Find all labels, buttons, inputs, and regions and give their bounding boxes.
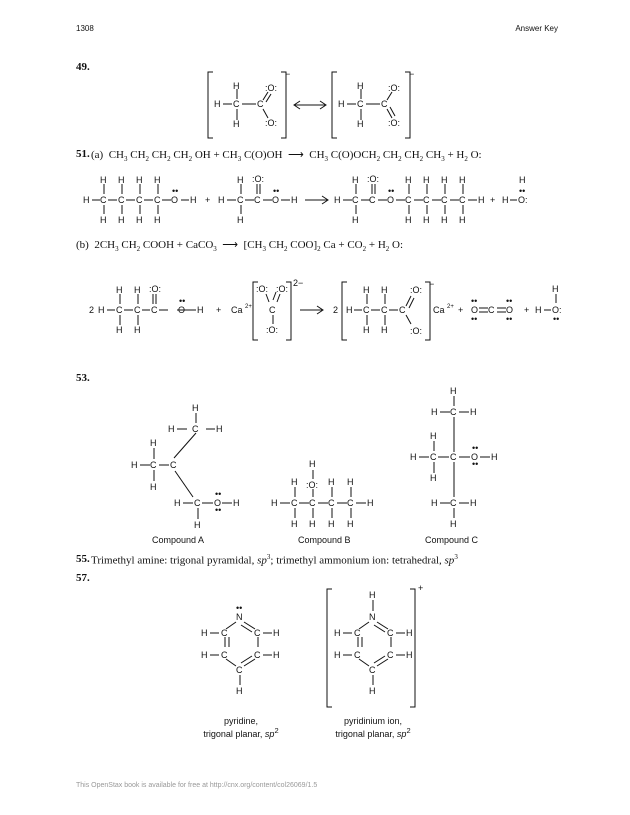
svg-text:C: C	[423, 195, 430, 205]
svg-text:+: +	[458, 305, 464, 315]
svg-text::O:: :O:	[265, 83, 278, 93]
svg-text:H: H	[430, 473, 437, 483]
svg-text:+: +	[490, 195, 496, 205]
svg-text:C: C	[387, 650, 394, 660]
svg-text:H: H	[470, 498, 477, 508]
svg-text:H: H	[441, 215, 448, 225]
svg-text:H: H	[190, 195, 197, 205]
problem-53-number: 53.	[76, 372, 90, 384]
svg-text:2: 2	[333, 305, 339, 315]
svg-text:C: C	[450, 498, 457, 508]
svg-text:H: H	[381, 325, 388, 335]
svg-text:H: H	[334, 650, 341, 660]
svg-text:H: H	[237, 175, 244, 185]
svg-text:H: H	[83, 195, 90, 205]
svg-text:••: ••	[388, 186, 395, 196]
svg-text:C: C	[221, 628, 228, 638]
svg-text:C: C	[488, 305, 495, 315]
svg-text:2: 2	[89, 305, 95, 315]
svg-text:••: ••	[553, 314, 560, 324]
problem-51a-structures	[0, 170, 630, 230]
svg-text:H: H	[201, 650, 208, 660]
svg-text:H: H	[552, 284, 559, 294]
svg-text:••: ••	[471, 314, 478, 324]
svg-text:H: H	[118, 215, 125, 225]
svg-text:H: H	[168, 424, 175, 434]
svg-text::O:: :O:	[266, 325, 279, 335]
svg-text:H: H	[363, 285, 370, 295]
svg-text:C: C	[221, 650, 228, 660]
svg-text:+: +	[418, 585, 424, 593]
svg-text:H: H	[334, 628, 341, 638]
svg-text:H: H	[273, 650, 280, 660]
compound-b-label: Compound B	[298, 535, 351, 545]
svg-text:H: H	[271, 498, 278, 508]
svg-text:C: C	[430, 452, 437, 462]
svg-text:C: C	[354, 628, 361, 638]
svg-text:H: H	[441, 175, 448, 185]
svg-text:H: H	[116, 325, 123, 335]
svg-text:C: C	[100, 195, 107, 205]
svg-text:H: H	[136, 215, 143, 225]
svg-text:H: H	[405, 215, 412, 225]
svg-text:H: H	[194, 520, 201, 530]
svg-text:H: H	[154, 215, 161, 225]
problem-55-number: 55.	[76, 553, 90, 565]
svg-text:H: H	[192, 403, 199, 413]
svg-text:C: C	[291, 498, 298, 508]
svg-text:C: C	[192, 424, 199, 434]
svg-text:H: H	[100, 175, 107, 185]
svg-text:H: H	[328, 519, 335, 529]
problem-57-number: 57.	[76, 572, 90, 584]
svg-text:C: C	[381, 305, 388, 315]
svg-text:H: H	[237, 215, 244, 225]
svg-text:C: C	[118, 195, 125, 205]
svg-text:H: H	[410, 452, 417, 462]
svg-text:C: C	[369, 195, 376, 205]
problem-51a-equation: (a) $CH_3$ $CH_2$ $CH_2$ $CH_2$ OH + $CH_3$ C(O)OH ⟶ $CH_3$ $C(O)OCH_2$ $CH_2$ $CH_2$ $CH_3 + H_2$ O:	[91, 149, 482, 164]
svg-text:H: H	[150, 482, 157, 492]
svg-text:H: H	[233, 498, 240, 508]
svg-text:H: H	[381, 285, 388, 295]
svg-text:H: H	[291, 195, 298, 205]
svg-text:H: H	[214, 99, 221, 109]
svg-text:H: H	[369, 686, 376, 696]
svg-text:Ca: Ca	[231, 305, 243, 315]
svg-text:H: H	[459, 215, 466, 225]
svg-text:−: −	[409, 69, 415, 79]
svg-text:C: C	[134, 305, 141, 315]
svg-text:H: H	[347, 477, 354, 487]
svg-text:H: H	[328, 477, 335, 487]
compound-a-label: Compound A	[152, 535, 205, 545]
svg-text:H: H	[450, 519, 457, 529]
svg-text:••: ••	[215, 505, 222, 515]
svg-text:H: H	[357, 119, 364, 129]
svg-text:C: C	[450, 407, 457, 417]
svg-text:••: ••	[471, 296, 478, 306]
svg-text:C: C	[154, 195, 161, 205]
svg-text:H: H	[430, 431, 437, 441]
svg-text::O:: :O:	[388, 83, 401, 93]
svg-text:H: H	[431, 407, 438, 417]
svg-text::O:: :O:	[265, 118, 278, 128]
svg-text:N: N	[369, 612, 376, 622]
svg-text:••: ••	[506, 296, 513, 306]
svg-text::O:: :O:	[388, 118, 401, 128]
svg-text::O:: :O:	[410, 326, 423, 336]
svg-text:C: C	[233, 99, 240, 109]
svg-text::O:: :O:	[252, 174, 265, 184]
svg-text:H: H	[291, 477, 298, 487]
svg-text:••: ••	[506, 314, 513, 324]
svg-text:H: H	[431, 498, 438, 508]
svg-text:H: H	[459, 175, 466, 185]
svg-text:H: H	[134, 325, 141, 335]
svg-text:C: C	[194, 498, 201, 508]
svg-text:C: C	[257, 99, 264, 109]
svg-text:••: ••	[236, 603, 243, 613]
svg-text:H: H	[363, 325, 370, 335]
svg-text:H: H	[470, 407, 477, 417]
svg-text:H: H	[535, 305, 542, 315]
svg-text::O:: :O:	[367, 174, 380, 184]
svg-text:H: H	[367, 498, 374, 508]
svg-text:C: C	[459, 195, 466, 205]
svg-text:Ca: Ca	[433, 305, 445, 315]
svg-text:O:: O:	[518, 195, 528, 205]
svg-text:O: O	[214, 498, 222, 508]
svg-text:H: H	[334, 195, 341, 205]
svg-text:O: O	[272, 195, 280, 205]
svg-text:C: C	[150, 460, 157, 470]
svg-text:C: C	[352, 195, 359, 205]
svg-text:H: H	[136, 175, 143, 185]
svg-text:C: C	[236, 665, 243, 675]
svg-text:H: H	[150, 438, 157, 448]
svg-text:O:: O:	[552, 305, 562, 315]
svg-text:••: ••	[273, 186, 280, 196]
svg-text:C: C	[399, 305, 406, 315]
svg-text:O: O	[471, 305, 479, 315]
svg-text:2+: 2+	[447, 304, 454, 310]
svg-text::O:: :O:	[276, 284, 289, 294]
compound-c-label: Compound C	[425, 535, 479, 545]
svg-text:H: H	[236, 686, 243, 696]
svg-text:C: C	[363, 305, 370, 315]
svg-text:O: O	[178, 305, 186, 315]
svg-text:H: H	[406, 650, 413, 660]
svg-text:C: C	[309, 498, 316, 508]
svg-text:H: H	[309, 519, 316, 529]
svg-text::O:: :O:	[410, 285, 423, 295]
svg-text:C: C	[254, 628, 261, 638]
svg-text:H: H	[450, 386, 457, 396]
pyridinium-caption: pyridinium ion, trigonal planar, $sp^2$	[335, 716, 411, 739]
problem-53-structures	[0, 385, 630, 535]
svg-text:H: H	[352, 175, 359, 185]
svg-text:2+: 2+	[245, 304, 252, 310]
svg-text:H: H	[478, 195, 485, 205]
svg-text:H: H	[338, 99, 345, 109]
svg-text:C: C	[116, 305, 123, 315]
svg-text:C: C	[387, 628, 394, 638]
page-number: 1308	[76, 24, 94, 33]
svg-text:••: ••	[179, 296, 186, 306]
svg-text:H: H	[347, 519, 354, 529]
svg-text:C: C	[369, 665, 376, 675]
svg-text:C: C	[254, 195, 261, 205]
svg-text:C: C	[381, 99, 388, 109]
svg-text:H: H	[273, 628, 280, 638]
svg-text:H: H	[131, 460, 138, 470]
svg-text:+: +	[216, 305, 222, 315]
problem-49-number: 49.	[76, 61, 90, 73]
svg-text:H: H	[309, 459, 316, 469]
svg-text:N: N	[236, 612, 243, 622]
svg-text:H: H	[134, 285, 141, 295]
svg-text::O:: :O:	[149, 284, 162, 294]
svg-text:C: C	[254, 650, 261, 660]
svg-text:C: C	[441, 195, 448, 205]
svg-text:H: H	[118, 175, 125, 185]
svg-text:C: C	[269, 305, 276, 315]
problem-51b-equation: (b) $2CH_3$ $CH_2$ COOH + CaCO$_3$ ⟶ [$CH_3$ $CH_2$ $COO]_2$ $Ca + CO_2 + H_2$ O:	[76, 239, 404, 254]
svg-text:H: H	[346, 305, 353, 315]
svg-text:C: C	[347, 498, 354, 508]
svg-text:H: H	[352, 215, 359, 225]
svg-text:H: H	[406, 628, 413, 638]
svg-text:2−: 2−	[293, 278, 304, 288]
part-a-label: (a)	[91, 149, 104, 161]
svg-text:••: ••	[519, 186, 526, 196]
svg-text:C: C	[450, 452, 457, 462]
svg-text:H: H	[423, 215, 430, 225]
svg-text:O: O	[471, 452, 479, 462]
svg-text:H: H	[233, 81, 240, 91]
svg-text:H: H	[216, 424, 223, 434]
svg-text:H: H	[502, 195, 509, 205]
svg-text:H: H	[100, 215, 107, 225]
svg-text:C: C	[328, 498, 335, 508]
svg-text:−: −	[429, 279, 435, 289]
problem-55-answer: Trimethyl amine: trigonal pyramidal, $sp^3$; trimethyl ammonium ion: tetrahedral, $sp^3$	[91, 553, 458, 567]
svg-text:H: H	[116, 285, 123, 295]
svg-text::O:: :O:	[256, 284, 269, 294]
part-b-label: (b)	[76, 239, 89, 251]
svg-text:H: H	[369, 590, 376, 600]
svg-text:••: ••	[472, 459, 479, 469]
svg-text:O: O	[171, 195, 179, 205]
svg-text:H: H	[98, 305, 105, 315]
svg-text:C: C	[237, 195, 244, 205]
svg-text:••: ••	[215, 489, 222, 499]
svg-text:−: −	[285, 69, 291, 79]
problem-51-number: 51.	[76, 148, 90, 160]
svg-text:H: H	[405, 175, 412, 185]
svg-text:H: H	[291, 519, 298, 529]
pyridine-caption: pyridine, trigonal planar, $sp^2$	[203, 716, 279, 739]
svg-text:C: C	[170, 460, 177, 470]
svg-text:H: H	[491, 452, 498, 462]
svg-text:C: C	[151, 305, 158, 315]
problem-57-structures	[0, 585, 630, 715]
svg-text:H: H	[423, 175, 430, 185]
svg-text:H: H	[357, 81, 364, 91]
svg-text:H: H	[154, 175, 161, 185]
svg-text:C: C	[405, 195, 412, 205]
svg-text::O:: :O:	[306, 480, 319, 490]
svg-text:H: H	[201, 628, 208, 638]
svg-text:H: H	[218, 195, 225, 205]
svg-text:H: H	[197, 305, 204, 315]
svg-text:O: O	[506, 305, 514, 315]
problem-51b-structures	[0, 272, 630, 362]
svg-text:••: ••	[472, 443, 479, 453]
svg-text:H: H	[174, 498, 181, 508]
svg-text:C: C	[136, 195, 143, 205]
svg-text:C: C	[354, 650, 361, 660]
svg-text:••: ••	[172, 186, 179, 196]
footer-text: This OpenStax book is available for free at http://cnx.org/content/col26069/1.5	[76, 782, 318, 789]
section-title: Answer Key	[515, 24, 558, 33]
svg-text:+: +	[524, 305, 530, 315]
svg-text:H: H	[519, 175, 526, 185]
svg-text:C: C	[357, 99, 364, 109]
svg-text:H: H	[233, 119, 240, 129]
svg-text:+: +	[205, 195, 211, 205]
svg-text:O: O	[387, 195, 395, 205]
